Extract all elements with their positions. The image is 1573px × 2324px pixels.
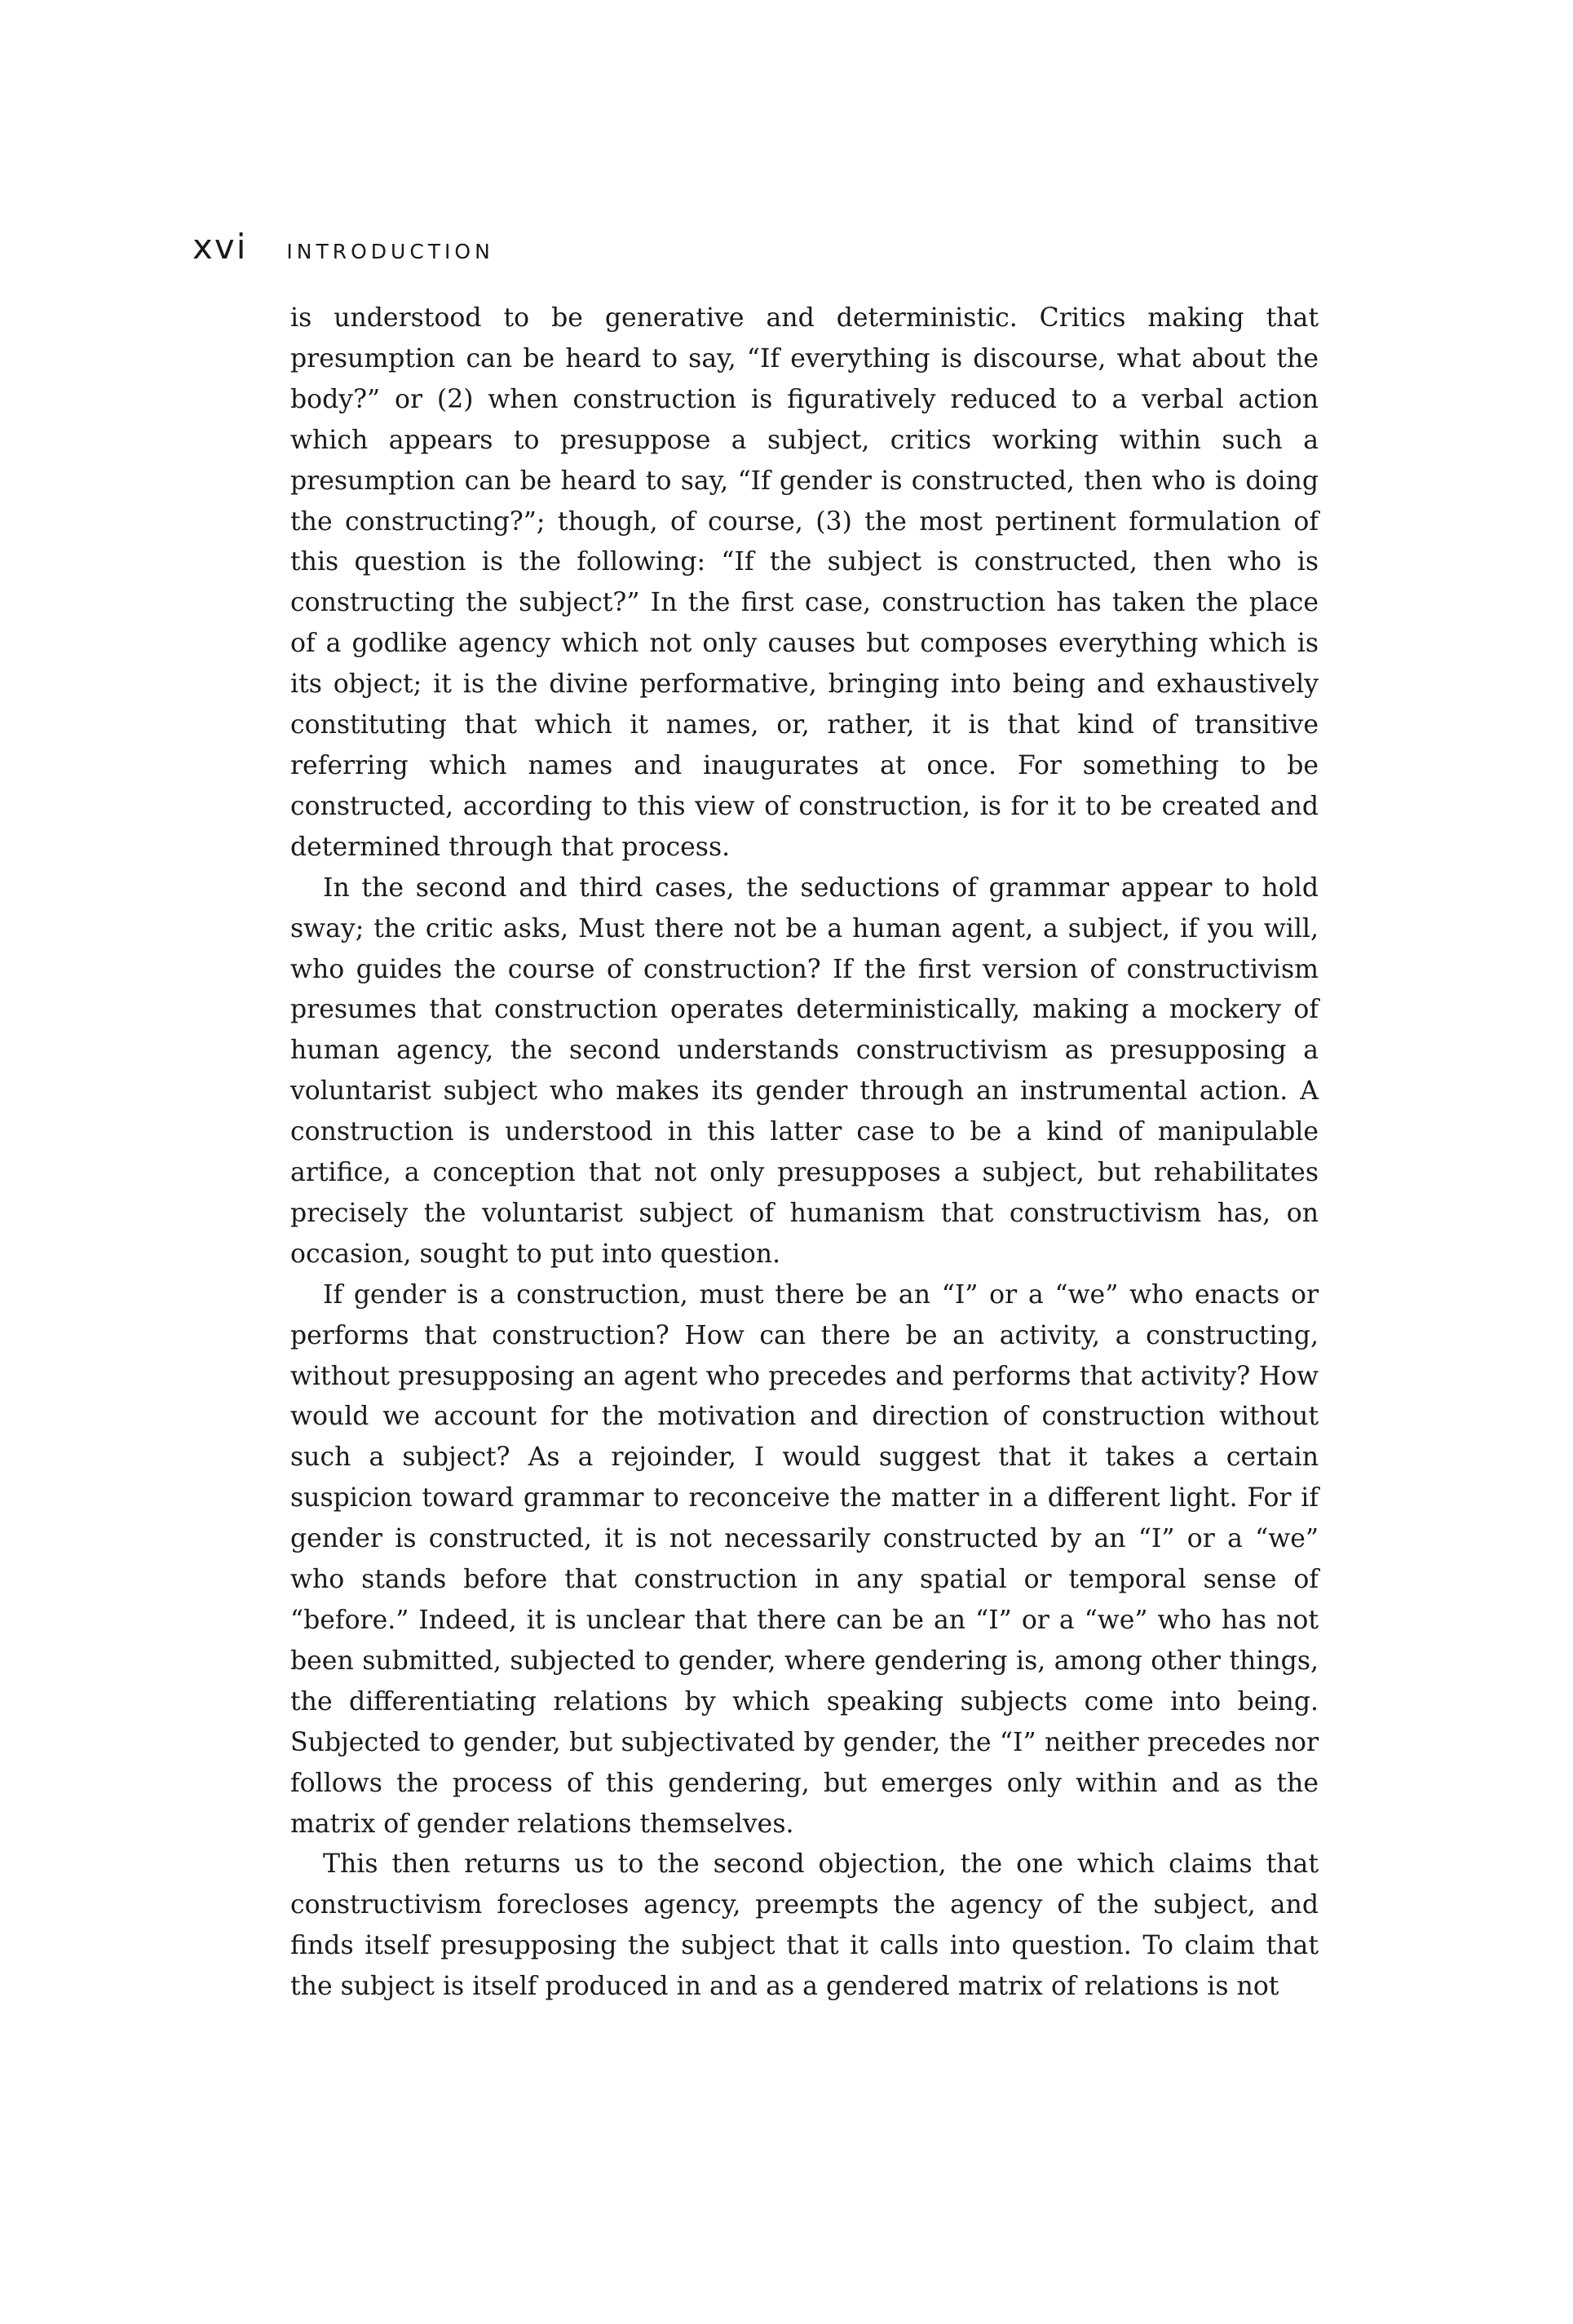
paragraph-2: In the second and third cases, the seductions of grammar appear to hold sway; the critic asks, Must there not be a human agent, a subject, if you will, who guides the course of construction? If the first version of constructivism presumes that construction operates deterministically, making a mockery of human agency, the second understands constructivism as presupposing a voluntarist subject who makes its gender through an instrumental action. A construction is understood in this latter case to be a kind of manipulable artifice, a conception that not only presupposes a subject, but rehabilitates precisely the voluntarist subject of humanism that constructivism has, on occasion, sought to put into question. [290, 873, 1319, 1269]
running-head [192, 227, 494, 267]
paragraph-1: is understood to be generative and deterministic. Critics making that presumption can be heard to say, “If everything is discourse, what about the body?” or (2) when construction is figuratively reduced to a verbal action which appears to presuppose a subject, critics working within such a presumption can be heard to say, “If gender is constructed, then who is doing the constructing?”; though, of course, (3) the most pertinent formulation of this question is the following: “If the subject is constructed, then who is constructing the subject?” In the first case, construction has taken the place of a godlike agency which not only causes but composes everything which is its object; it is the divine performative, bringing into being and exhaustively constituting that which it names, or, rather, it is that kind of transitive referring which names and inaugurates at once. For something to be constructed, according to this view of construction, is for it to be created and determined through that process. [290, 303, 1319, 862]
section-title: INTRODUCTION [286, 240, 494, 263]
page-number: xvi [192, 227, 248, 267]
paragraph-4: This then returns us to the second objection, the one which claims that constructivism forecloses agency, preempts the agency of the subject, and finds itself presupposing the subject that it calls into question. To claim that the subject is itself produced in and as a gendered matrix of relations is not [290, 1849, 1319, 2002]
paragraph-3: If gender is a construction, must there be an “I” or a “we” who enacts or performs that construction? How can there be an activity, a constructing, without presupposing an agent who precedes and performs that activity? How would we account for the motivation and direction of construction without such a subject? As a rejoinder, I would suggest that it takes a certain suspicion toward grammar to reconceive the matter in a different light. For if gender is constructed, it is not necessarily constructed by an “I” or a “we” who stands before that construction in any spatial or temporal sense of “before.” Indeed, it is unclear that there can be an “I” or a “we” who has not been submitted, subjected to gender, where gendering is, among other things, the differentiating relations by which speaking subjects come into being. Subjected to gender, but subjectivated by gender, the “I” neither precedes nor follows the process of this gendering, but emerges only within and as the matrix of gender relations themselves. [290, 1279, 1319, 1839]
body-text [290, 298, 1319, 2008]
